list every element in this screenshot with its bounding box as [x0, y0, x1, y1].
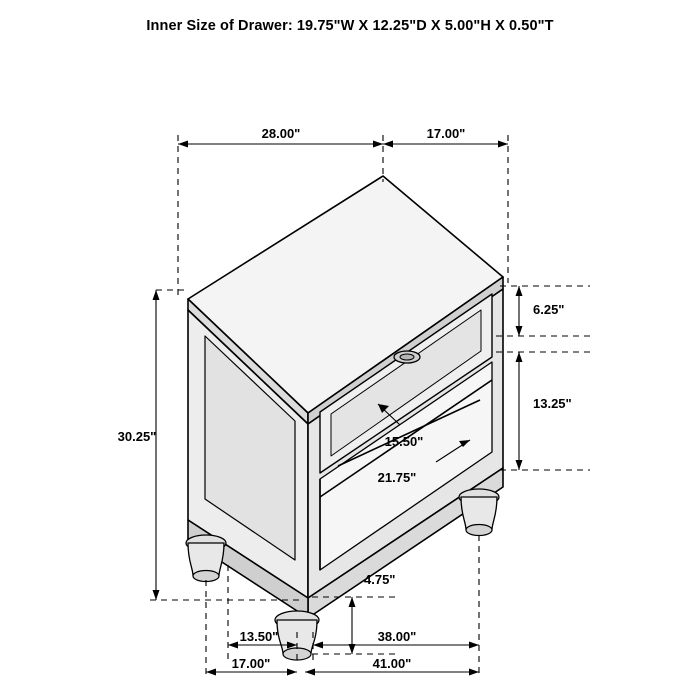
nightstand-illustration: [186, 176, 503, 660]
label-15-50: 15.50": [384, 434, 424, 449]
label-38: 38.00": [377, 629, 417, 644]
drawer-pull-inner-icon: [400, 354, 414, 360]
dim-overall-height: [153, 290, 160, 600]
label-6-25: 6.25": [533, 302, 565, 317]
leg-left-rear: [186, 535, 226, 582]
dim-drawer-to-base: [516, 352, 523, 470]
label-13-50: 13.50": [239, 629, 279, 644]
label-17-top: 17.00": [426, 126, 466, 141]
dim-top-to-drawer: [516, 286, 523, 336]
label-13-25: 13.25": [533, 396, 572, 411]
label-28: 28.00": [261, 126, 301, 141]
page-title: Inner Size of Drawer: 19.75"W X 12.25"D X 5.00"H X 0.50"T: [146, 18, 554, 34]
dim-top-width-left: [178, 141, 383, 148]
label-41: 41.00": [372, 656, 412, 671]
label-4-75: 4.75": [364, 572, 396, 587]
label-17-bottom: 17.00": [231, 656, 271, 671]
leg-front-right: [459, 489, 499, 536]
label-21-75: 21.75": [377, 470, 417, 485]
label-30-25: 30.25": [117, 429, 157, 444]
dim-top-width-right: [383, 141, 508, 148]
